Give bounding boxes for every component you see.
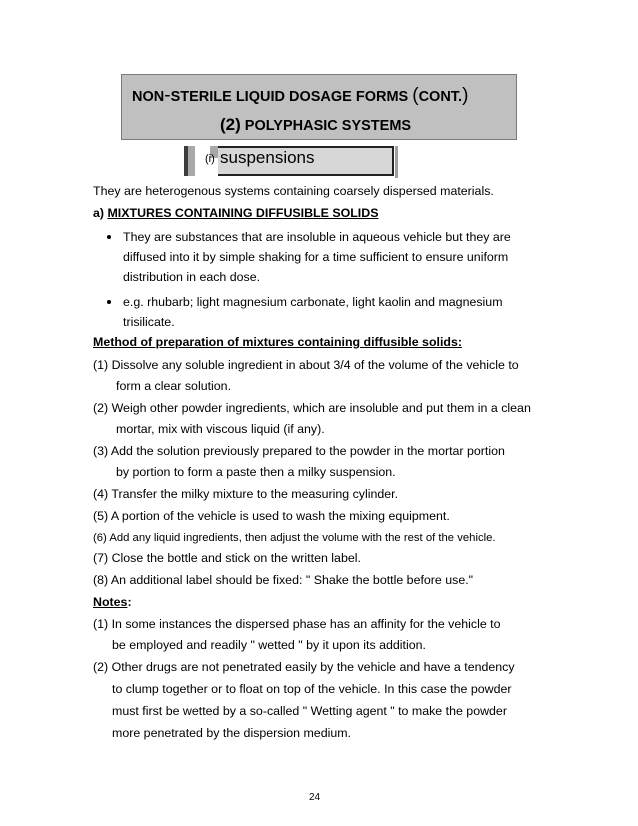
subheading-number: (i)	[205, 153, 215, 165]
subheading-bar-decoration	[188, 146, 195, 176]
bullet-line: e.g. rhubarb; light magnesium carbonate, light kaolin and magnesium	[123, 295, 503, 309]
title-line-2	[220, 115, 411, 135]
title-part: POLYPHASIC SYSTEMS	[240, 118, 412, 134]
note-line: to clump together or to float on top of the vehicle. In this case the powder	[112, 682, 512, 696]
note-line: must first be wetted by a so-called " Wetting agent " to make the powder	[112, 704, 507, 718]
page-number: 24	[309, 792, 321, 803]
notes-heading	[93, 594, 132, 610]
method-step-line: (2) Weigh other powder ingredients, which are insoluble and put them in a clean	[93, 401, 531, 415]
method-step-line: (6) Add any liquid ingredients, then adjust the volume with the rest of the vehicle.	[93, 532, 496, 544]
method-step-line: (1) Dissolve any soluble ingredient in about 3/4 of the volume of the vehicle to	[93, 358, 519, 372]
title-part: NON	[132, 89, 165, 105]
method-step-line: (8) An additional label should be fixed: " Shake the bottle before use."	[93, 573, 474, 587]
bullet-dot	[107, 235, 111, 239]
note-line: (2) Other drugs are not penetrated easily by the vehicle and have a tendency	[93, 660, 515, 674]
title-box	[121, 74, 517, 140]
bullet-line: diffused into it by simple shaking for a time sufficient to ensure uniform	[123, 250, 509, 264]
notes-title: Notes	[93, 595, 128, 609]
title-part: STERILE LIQUID DOSAGE FORMS	[170, 89, 413, 105]
title-part: -	[164, 85, 171, 106]
method-step-line: mortar, mix with viscous liquid (if any).	[116, 422, 325, 436]
intro-text: They are heterogenous systems containing coarsely dispersed materials.	[93, 184, 494, 198]
method-step-line: (3) Add the solution previously prepared to the powder in the mortar portion	[93, 444, 505, 458]
bullet-line: They are substances that are insoluble in aqueous vehicle but they are	[123, 230, 511, 244]
note-line: (1) In some instances the dispersed phase has an affinity for the vehicle to	[93, 617, 501, 631]
note-line: more penetrated by the dispersion medium.	[112, 726, 351, 740]
bullet-line: distribution in each dose.	[123, 270, 261, 284]
title-line-1	[132, 85, 468, 107]
method-step-line: (7) Close the bottle and stick on the written label.	[93, 551, 361, 565]
bullet-line: trisilicate.	[123, 315, 175, 329]
notes-colon: :	[127, 595, 132, 609]
method-step-line: (5) A portion of the vehicle is used to wash the mixing equipment.	[93, 509, 450, 523]
section-heading	[93, 205, 378, 221]
method-step-line: by portion to form a paste then a milky suspension.	[116, 465, 396, 479]
method-step-line: form a clear solution.	[116, 379, 232, 393]
subheading-text: suspensions	[220, 148, 315, 167]
title-part: (2)	[220, 115, 241, 134]
method-heading: Method of preparation of mixtures containing diffusible solids:	[93, 335, 462, 349]
bullet-dot	[107, 300, 111, 304]
title-part: (	[412, 85, 419, 106]
title-part: CONT.	[418, 89, 463, 105]
note-line: be employed and readily " wetted " by it upon its addition.	[112, 638, 426, 652]
section-title: MIXTURES CONTAINING DIFFUSIBLE SOLIDS	[107, 206, 379, 220]
title-part: )	[462, 85, 469, 106]
section-prefix: a)	[93, 206, 108, 220]
subheading-box-shadow	[395, 146, 398, 178]
method-step-line: (4) Transfer the milky mixture to the measuring cylinder.	[93, 487, 399, 501]
